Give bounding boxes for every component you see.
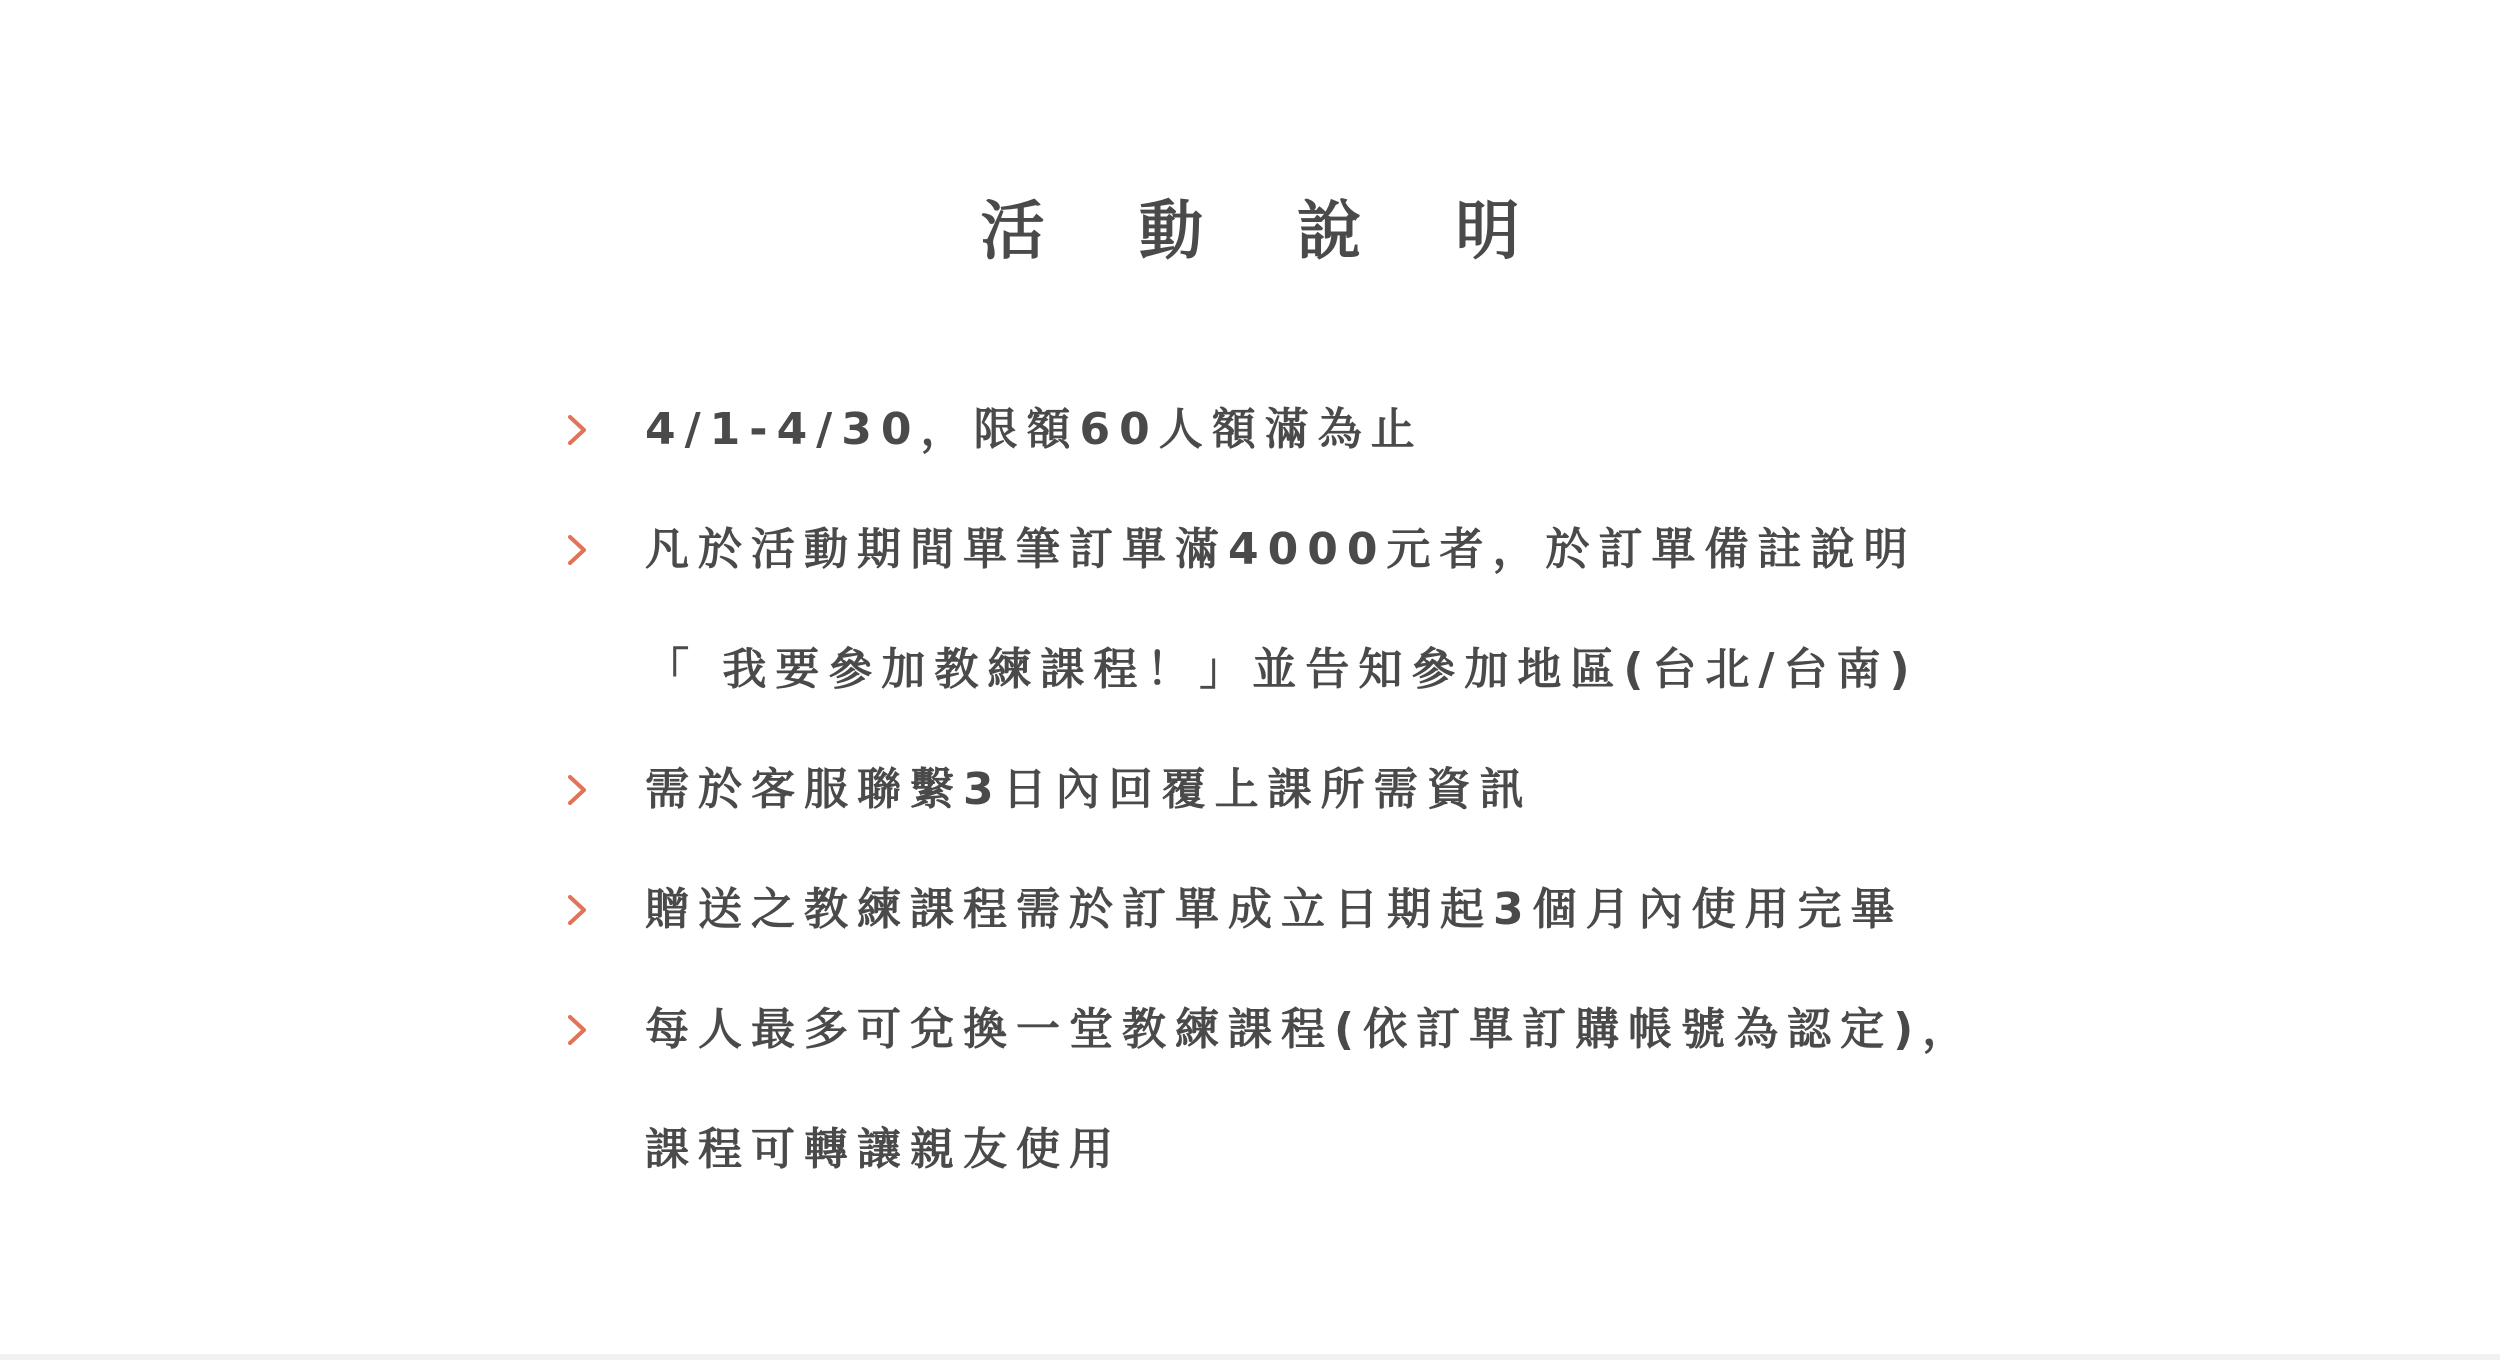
chevron-right-icon xyxy=(560,892,596,928)
list-item-text: 每人最多可兌換一堂教練課程(依訂單訂購帳號為認定)， xyxy=(645,1004,1976,1055)
chevron-right-icon xyxy=(560,532,596,568)
list-item-continuation xyxy=(560,1110,2460,1230)
list-item xyxy=(560,390,2460,510)
list-item xyxy=(560,870,2460,990)
page-title: 活 動 說 明 xyxy=(980,195,1556,269)
list-item-text: 凡於活動期間單筆訂單滿4000元者，於訂單備註說明 xyxy=(645,524,1917,575)
chevron-right-icon xyxy=(560,1012,596,1048)
list-item-text: 需於客服聯繫3日內回覆上課所需資訊 xyxy=(645,764,1533,815)
list-item-text: 「 我要參加教練課程！」並告知參加地區(台北/台南) xyxy=(645,644,1919,695)
list-item xyxy=(560,510,2460,630)
bottom-divider xyxy=(0,1354,2500,1360)
chevron-right-icon xyxy=(560,772,596,808)
list-item xyxy=(560,990,2460,1110)
list-item-text: 課程可轉讓親友使用 xyxy=(645,1124,1122,1175)
description-list xyxy=(560,390,2460,1230)
list-item xyxy=(560,750,2460,870)
list-item-text: 贈送之教練課程需於訂單成立日期起3個月內使用完畢 xyxy=(645,884,1904,935)
chevron-right-icon xyxy=(560,412,596,448)
list-item-continuation xyxy=(560,630,2460,750)
list-item-text: 4/1-4/30，限額60人額滿為止 xyxy=(645,404,1424,455)
